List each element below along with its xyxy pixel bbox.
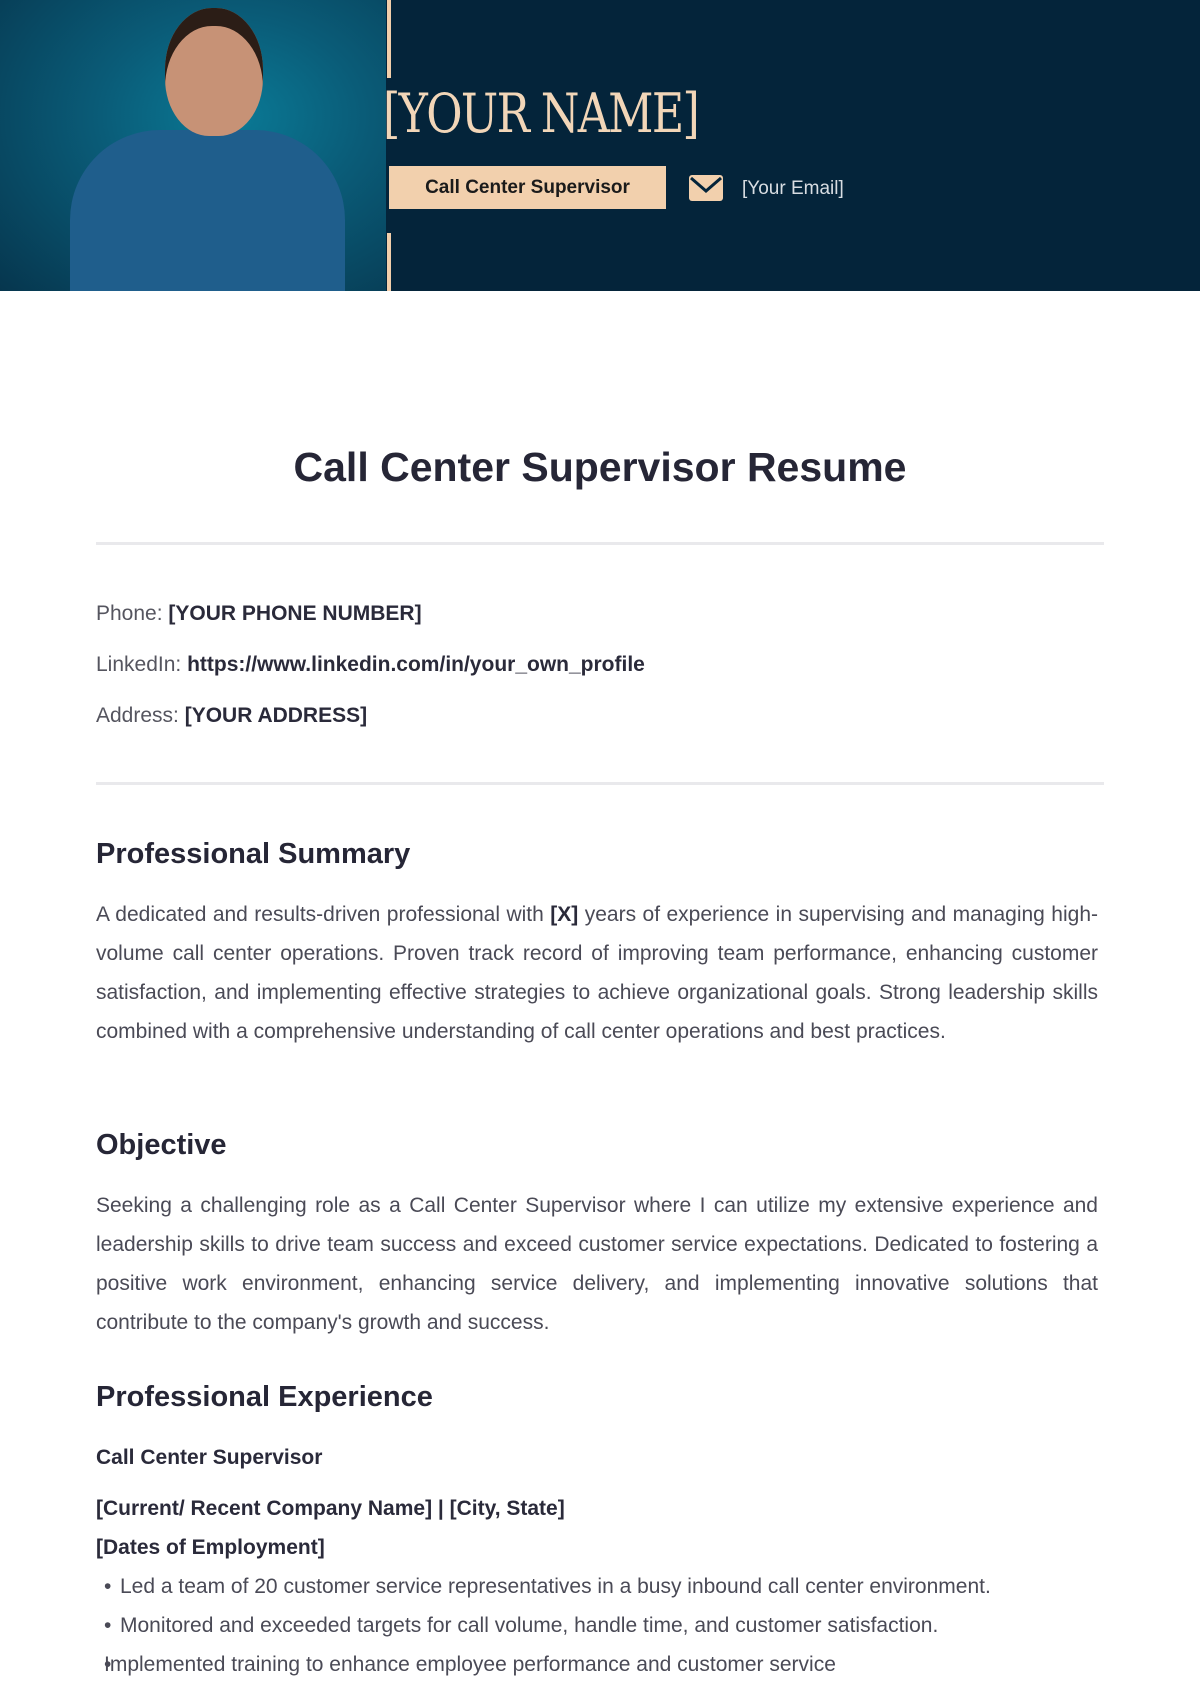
divider-line-bottom	[387, 233, 391, 291]
profile-photo	[0, 0, 386, 291]
summary-years: [X]	[550, 903, 579, 926]
resume-header	[0, 0, 1200, 291]
experience-company: [Current/ Recent Company Name] | [City, State]	[96, 1497, 565, 1520]
page-title: Call Center Supervisor Resume	[293, 444, 907, 490]
divider	[96, 782, 1104, 785]
linkedin-label: LinkedIn:	[96, 653, 182, 676]
photo-person-head	[165, 8, 263, 136]
divider	[96, 542, 1104, 545]
phone-value: [YOUR PHONE NUMBER]	[168, 602, 422, 625]
address-value: [YOUR ADDRESS]	[184, 704, 368, 727]
photo-person-body	[70, 130, 345, 291]
linkedin-link[interactable]: https://www.linkedin.com/in/your_own_profile	[187, 653, 645, 676]
summary-text	[96, 895, 1098, 1051]
job-title-badge: Call Center Supervisor	[389, 166, 666, 209]
objective-heading: Objective	[96, 1129, 227, 1161]
experience-dates: [Dates of Employment]	[96, 1536, 325, 1559]
objective-text: Seeking a challenging role as a Call Center Supervisor where I can utilize my extensive experience and leadership skills to drive team success and exceed customer service expectations. Dedicated to fostering a positive work environment, enhancing service delivery, and implementing innovative solutions that contribute to the company's growth and success.	[96, 1194, 1098, 1334]
experience-role: Call Center Supervisor	[96, 1446, 323, 1469]
list-item: • Led a team of 20 customer service representatives in a busy inbound call center environment.	[104, 1567, 1074, 1606]
summary-heading: Professional Summary	[96, 838, 411, 870]
list-item: • Implemented training to enhance employee performance and customer service	[104, 1645, 1074, 1684]
experience-bullets	[104, 1567, 1074, 1684]
contact-phone	[96, 602, 422, 626]
summary-text-part: A dedicated and results-driven professional with	[96, 903, 551, 926]
phone-label: Phone:	[96, 602, 163, 625]
contact-linkedin	[96, 653, 645, 677]
email-text: [Your Email]	[742, 178, 844, 199]
candidate-name: [YOUR NAME]	[383, 82, 699, 145]
address-label: Address:	[96, 704, 179, 727]
summary-text-part: years of experience in supervising and managing high-volume call center operations. Proven track record of improving team performance, enhancing customer satisfaction, and implementing effective strategies to achieve organizational goals. Strong leadership skills combined with a comprehensive understanding of call center operations and best practices.	[96, 903, 1098, 1043]
list-item: • Monitored and exceeded targets for call volume, handle time, and customer satisfaction.	[104, 1606, 1074, 1645]
divider-line-top	[387, 0, 391, 78]
contact-address	[96, 704, 367, 728]
experience-heading: Professional Experience	[96, 1381, 433, 1413]
envelope-icon	[689, 175, 723, 201]
